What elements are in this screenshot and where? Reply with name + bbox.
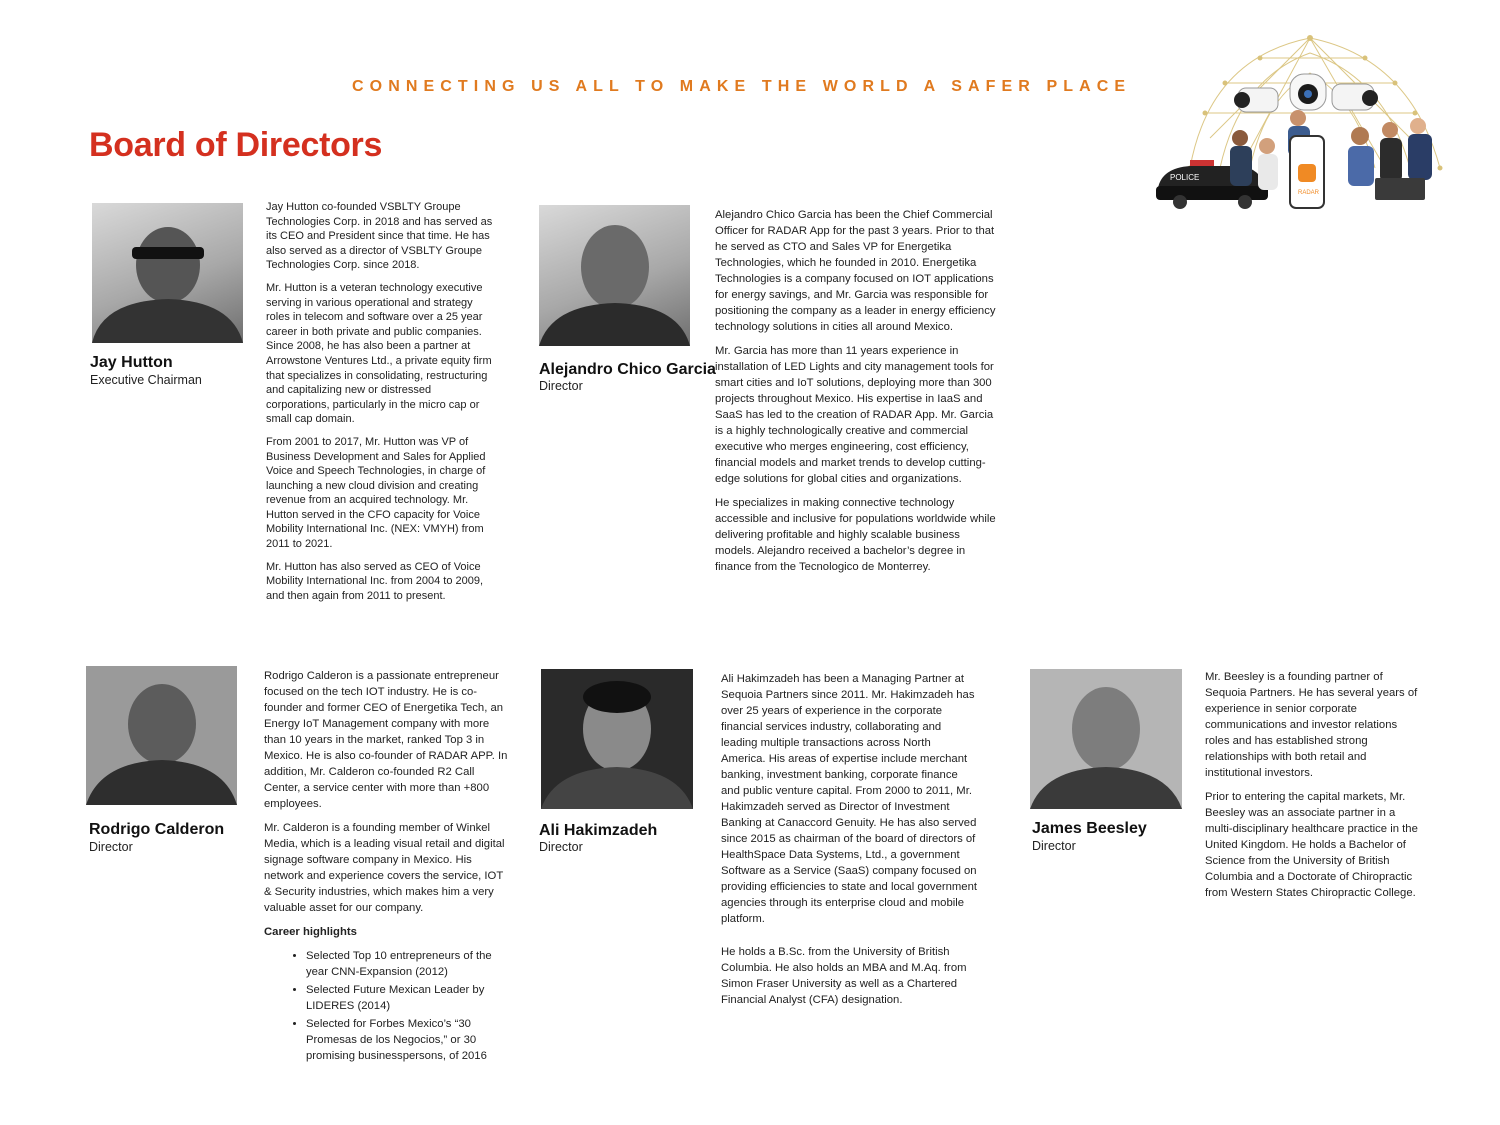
bio-paragraph: Ali Hakimzadeh has been a Managing Partner at Sequoia Partners since 2011. Mr. Hakimzadeh has over 25 years of experience in the corporate financial services industry, collaborating and leading multiple transactions across North America. His areas of expertise include merchant banking, investment banking, corporate finance and public venture capital. From 2000 to 2011, Mr. Hakimzadeh served as Director of Investment Banking at Canaccord Genuity. He has also served since 2015 as chairman of the board of directors of HealthSpace Data Systems, Ltd., a government Software as a Service (SaaS) company focused on providing efficiencies to state and local government agencies through its enterprise cloud and mobile platform. [721,673,978,925]
portrait-rodrigo-calderon [86,666,237,805]
director-role: Director [539,379,583,393]
bio-paragraph: Alejandro Chico Garcia has been the Chief Commercial Officer for RADAR App for the past 3 years. Prior to that he served as CTO and Sales VP for Energetika Technologies, which he founded in 2010. Energetika Technologies is a company focused on IOT applications for energy savings, and Mr. Garcia was responsible for positioning the company as a leader in energy efficiency technology solutions in cities all around Mexico. [715,209,996,333]
director-bio [715,207,1000,583]
director-name: Alejandro Chico Garcia [539,361,716,378]
bio-paragraph: He holds a B.Sc. from the University of British Columbia. He also holds an MBA and M.Aq. from Simon Fraser University as well as a Chartered Financial Analyst (CFA) designation. [721,946,967,1006]
list-item: • Selected Future Mexican Leader by LIDERES (2014) [306,982,512,1014]
hero-illustration [1150,18,1460,218]
tagline: CONNECTING US ALL TO MAKE THE WORLD A SAFER PLACE [352,78,1132,95]
portrait-ali-hakimzadeh [541,669,693,809]
portrait-alejandro-chico-garcia [539,205,690,346]
career-highlights-heading: Career highlights [264,926,357,938]
bio-paragraph: Rodrigo Calderon is a passionate entrepreneur focused on the tech IOT industry. He is co-founder and former CEO of Energetika Tech, an Energy IoT Management company with more than 10 years in the market, ranked Top 3 in Mexico. He is also co-founder of RADAR APP. In addition, Mr. Calderon co-founded R2 Call Center, a service center with more than +800 employees. [264,670,508,810]
bio-paragraph: Mr. Beesley is a founding partner of Sequoia Partners. He has several years of experience in senior corporate communications and investor relations roles and has established strong relationships with both retail and institutional investors. [1205,671,1418,779]
bio-paragraph: Jay Hutton co-founded VSBLTY Groupe Technologies Corp. in 2018 and has served as its CEO and President since that time. He has also served as a director of VSBLTY Groupe Technologies Corp. since 2018. [266,201,493,272]
bio-paragraph: Mr. Hutton is a veteran technology executive serving in various operational and strategy roles in telecom and software over a 25 year career in both private and public companies. Since 2008, he has also been a partner at Arrowstone Ventures Ltd., a private equity firm that specializes in consolidating, restructuring and capitalizing new or distressed corporations, particularly in the micro cap or small cap domain. [266,281,492,426]
director-bio [1205,669,1423,909]
person-silhouette-icon [92,203,243,343]
bio-paragraph: From 2001 to 2017, Mr. Hutton was VP of Business Development and Sales for Applied Voice and Speech Technologies, in charge of launching a new cloud division and creating revenue from an acquired technology. Mr. Hutton served in the CFO capacity for Voice Mobility International Inc. (NEX: VMYH) from 2011 to 2021. [266,435,486,551]
page-title: Board of Directors [89,126,383,164]
director-role: Director [89,840,133,854]
list-item: • Selected for Forbes Mexico’s “30 Promesas de los Negocios,” or 30 promising businesspersons, of 2016 [306,1016,512,1064]
director-name: Jay Hutton [90,354,173,371]
svg-text:RADAR: RADAR [1298,190,1320,196]
bio-paragraph: Prior to entering the capital markets, Mr. Beesley was an associate partner in a multi-disciplinary healthcare practice in the United Kingdom. He holds a Bachelor of Science from the University of British Columbia and a Doctorate of Chiropractic from Western States Chiropractic College. [1205,791,1418,899]
director-bio [264,668,512,1066]
director-name: James Beesley [1032,820,1147,837]
bio-paragraph: Mr. Garcia has more than 11 years experience in installation of LED Lights and city management tools for smart cities and IoT solutions, deploying more than 300 projects throughout Mexico. His expertise in IaaS and SaaS has led to the creation of RADAR App. Mr. Garcia is a highly technologically creative and commercial executive who merges engineering, cost efficiency, financial models and market trends to develop cutting-edge solutions for global cities and organizations. [715,345,994,485]
director-name: Rodrigo Calderon [89,821,225,838]
director-role: Director [539,840,583,854]
list-item: • Selected Top 10 entrepreneurs of the year CNN-Expansion (2012) [306,948,512,980]
bio-paragraph: He specializes in making connective technology accessible and inclusive for populations worldwide while delivering profitable and highly scalable business models. Alejandro received a bachelor’s degree in finance from the Tecnologico de Monterrey. [715,497,996,573]
security-camera-icon [1234,74,1378,112]
director-bio [721,671,977,1016]
svg-text:POLICE: POLICE [1170,173,1200,182]
director-bio [266,200,494,611]
person-silhouette-icon [86,666,237,805]
director-role: Director [1032,839,1076,853]
bio-paragraph: Mr. Calderon is a founding member of Winkel Media, which is a leading visual retail and digital signage software company in Mexico. His network and experience covers the service, IOT & Security industries, which makes him a very valuable asset for our company. [264,822,505,914]
director-name: Ali Hakimzadeh [539,822,658,839]
person-silhouette-icon [541,669,693,809]
portrait-james-beesley [1030,669,1182,809]
director-role: Executive Chairman [90,373,202,387]
radar-phone-icon [1290,136,1324,208]
career-highlights-list [264,948,512,1064]
person-silhouette-icon [1030,669,1182,809]
portrait-jay-hutton [92,203,243,343]
bio-paragraph: Mr. Hutton has also served as CEO of Voice Mobility International Inc. from 2004 to 2009, and then again from 2011 to present. [266,560,484,602]
person-silhouette-icon [539,205,690,346]
